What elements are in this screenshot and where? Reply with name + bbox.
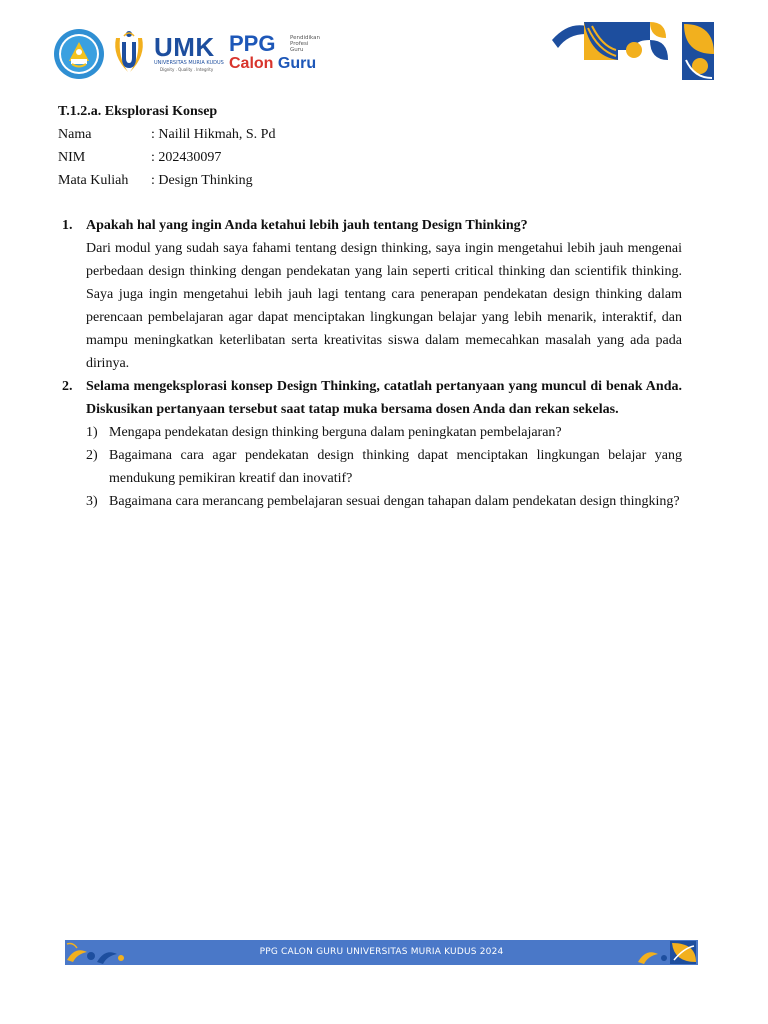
- info-value: : Nailil Hikmah, S. Pd: [151, 127, 276, 142]
- page-header: [0, 0, 768, 90]
- calon-guru-text: Calon Guru: [229, 55, 317, 72]
- info-row-nama: [58, 123, 682, 146]
- umk-subtitle: UNIVERSITAS MURIA KUDUS: [154, 60, 224, 66]
- info-value: : 202430097: [151, 150, 222, 165]
- question-list: [58, 214, 682, 513]
- page-footer: [65, 940, 698, 965]
- info-label: Mata Kuliah: [58, 173, 129, 188]
- document-body: [58, 100, 682, 513]
- list-item-text: Mengapa pendekatan design thinking berguna dalam peningkatan pembelajaran?: [109, 425, 562, 440]
- kemdikbud-logo: [53, 28, 105, 80]
- footer-text: PPG CALON GURU UNIVERSITAS MURIA KUDUS 2024: [259, 947, 504, 957]
- ppg-wordmark: PPG: [229, 31, 276, 56]
- list-item-number: 2): [86, 448, 98, 463]
- list-item: [86, 444, 682, 490]
- footer-right-pattern-icon: [634, 940, 698, 965]
- list-item: [86, 490, 682, 513]
- list-item-text: Bagaimana cara agar pendekatan design thinking dapat menciptakan lingkungan belajar yang mendukung pemikiran kreatif dan inovatif?: [109, 448, 682, 486]
- list-item-number: 1): [86, 425, 98, 440]
- list-item-text: Bagaimana cara merancang pembelajaran sesuai dengan tahapan dalam pendekatan design thingking?: [109, 494, 680, 509]
- umk-emblem-icon: [108, 28, 150, 76]
- ppg-calon-guru-logo: [229, 33, 329, 75]
- info-row-mata-kuliah: [58, 169, 682, 192]
- question-2: [58, 375, 682, 513]
- question-1: [58, 214, 682, 375]
- info-label: NIM: [58, 150, 86, 165]
- umk-tagline: Dignity . Quality . Integrity: [160, 67, 214, 72]
- decorative-pattern-icon: [550, 20, 716, 82]
- question-text: Selama mengeksplorasi konsep Design Thinking, catatlah pertanyaan yang muncul di benak Anda. Diskusikan pertanyaan tersebut saat tatap muka bersama dosen Anda dan rekan sekelas.: [86, 379, 682, 417]
- list-item-number: 3): [86, 494, 98, 509]
- list-item: [86, 421, 682, 444]
- document-title: T.1.2.a. Eksplorasi Konsep: [58, 104, 218, 119]
- question-text: Apakah hal yang ingin Anda ketahui lebih jauh tentang Design Thinking?: [86, 218, 528, 233]
- umk-logo: [108, 28, 223, 76]
- info-row-nim: [58, 146, 682, 169]
- info-value: : Design Thinking: [151, 173, 253, 188]
- ppg-side-text: Pendidikan Profesi Guru: [290, 35, 320, 53]
- sub-question-list: [86, 421, 682, 513]
- question-number: 2.: [62, 379, 73, 394]
- question-number: 1.: [62, 218, 73, 233]
- answer-text: Dari modul yang sudah saya fahami tentang design thinking, saya ingin mengetahui lebih jauh mengenai perbedaan design thinking dengan pendekatan yang lain seperti critical thinking dan scientifik thinking. Saya juga ingin mengetahui lebih jauh lagi tentang cara penerapan pendekatan design thinking dalam perencaan pembelajaran agar dapat menciptakan lingkungan belajar yang lebih menarik, interaktif, dan mampu meningkatkan keterlibatan serta kreativitas siswa dalam memecahkan masalah yang ada pada dirinya.: [86, 241, 682, 371]
- info-label: Nama: [58, 127, 92, 142]
- umk-wordmark: UMK: [154, 32, 215, 62]
